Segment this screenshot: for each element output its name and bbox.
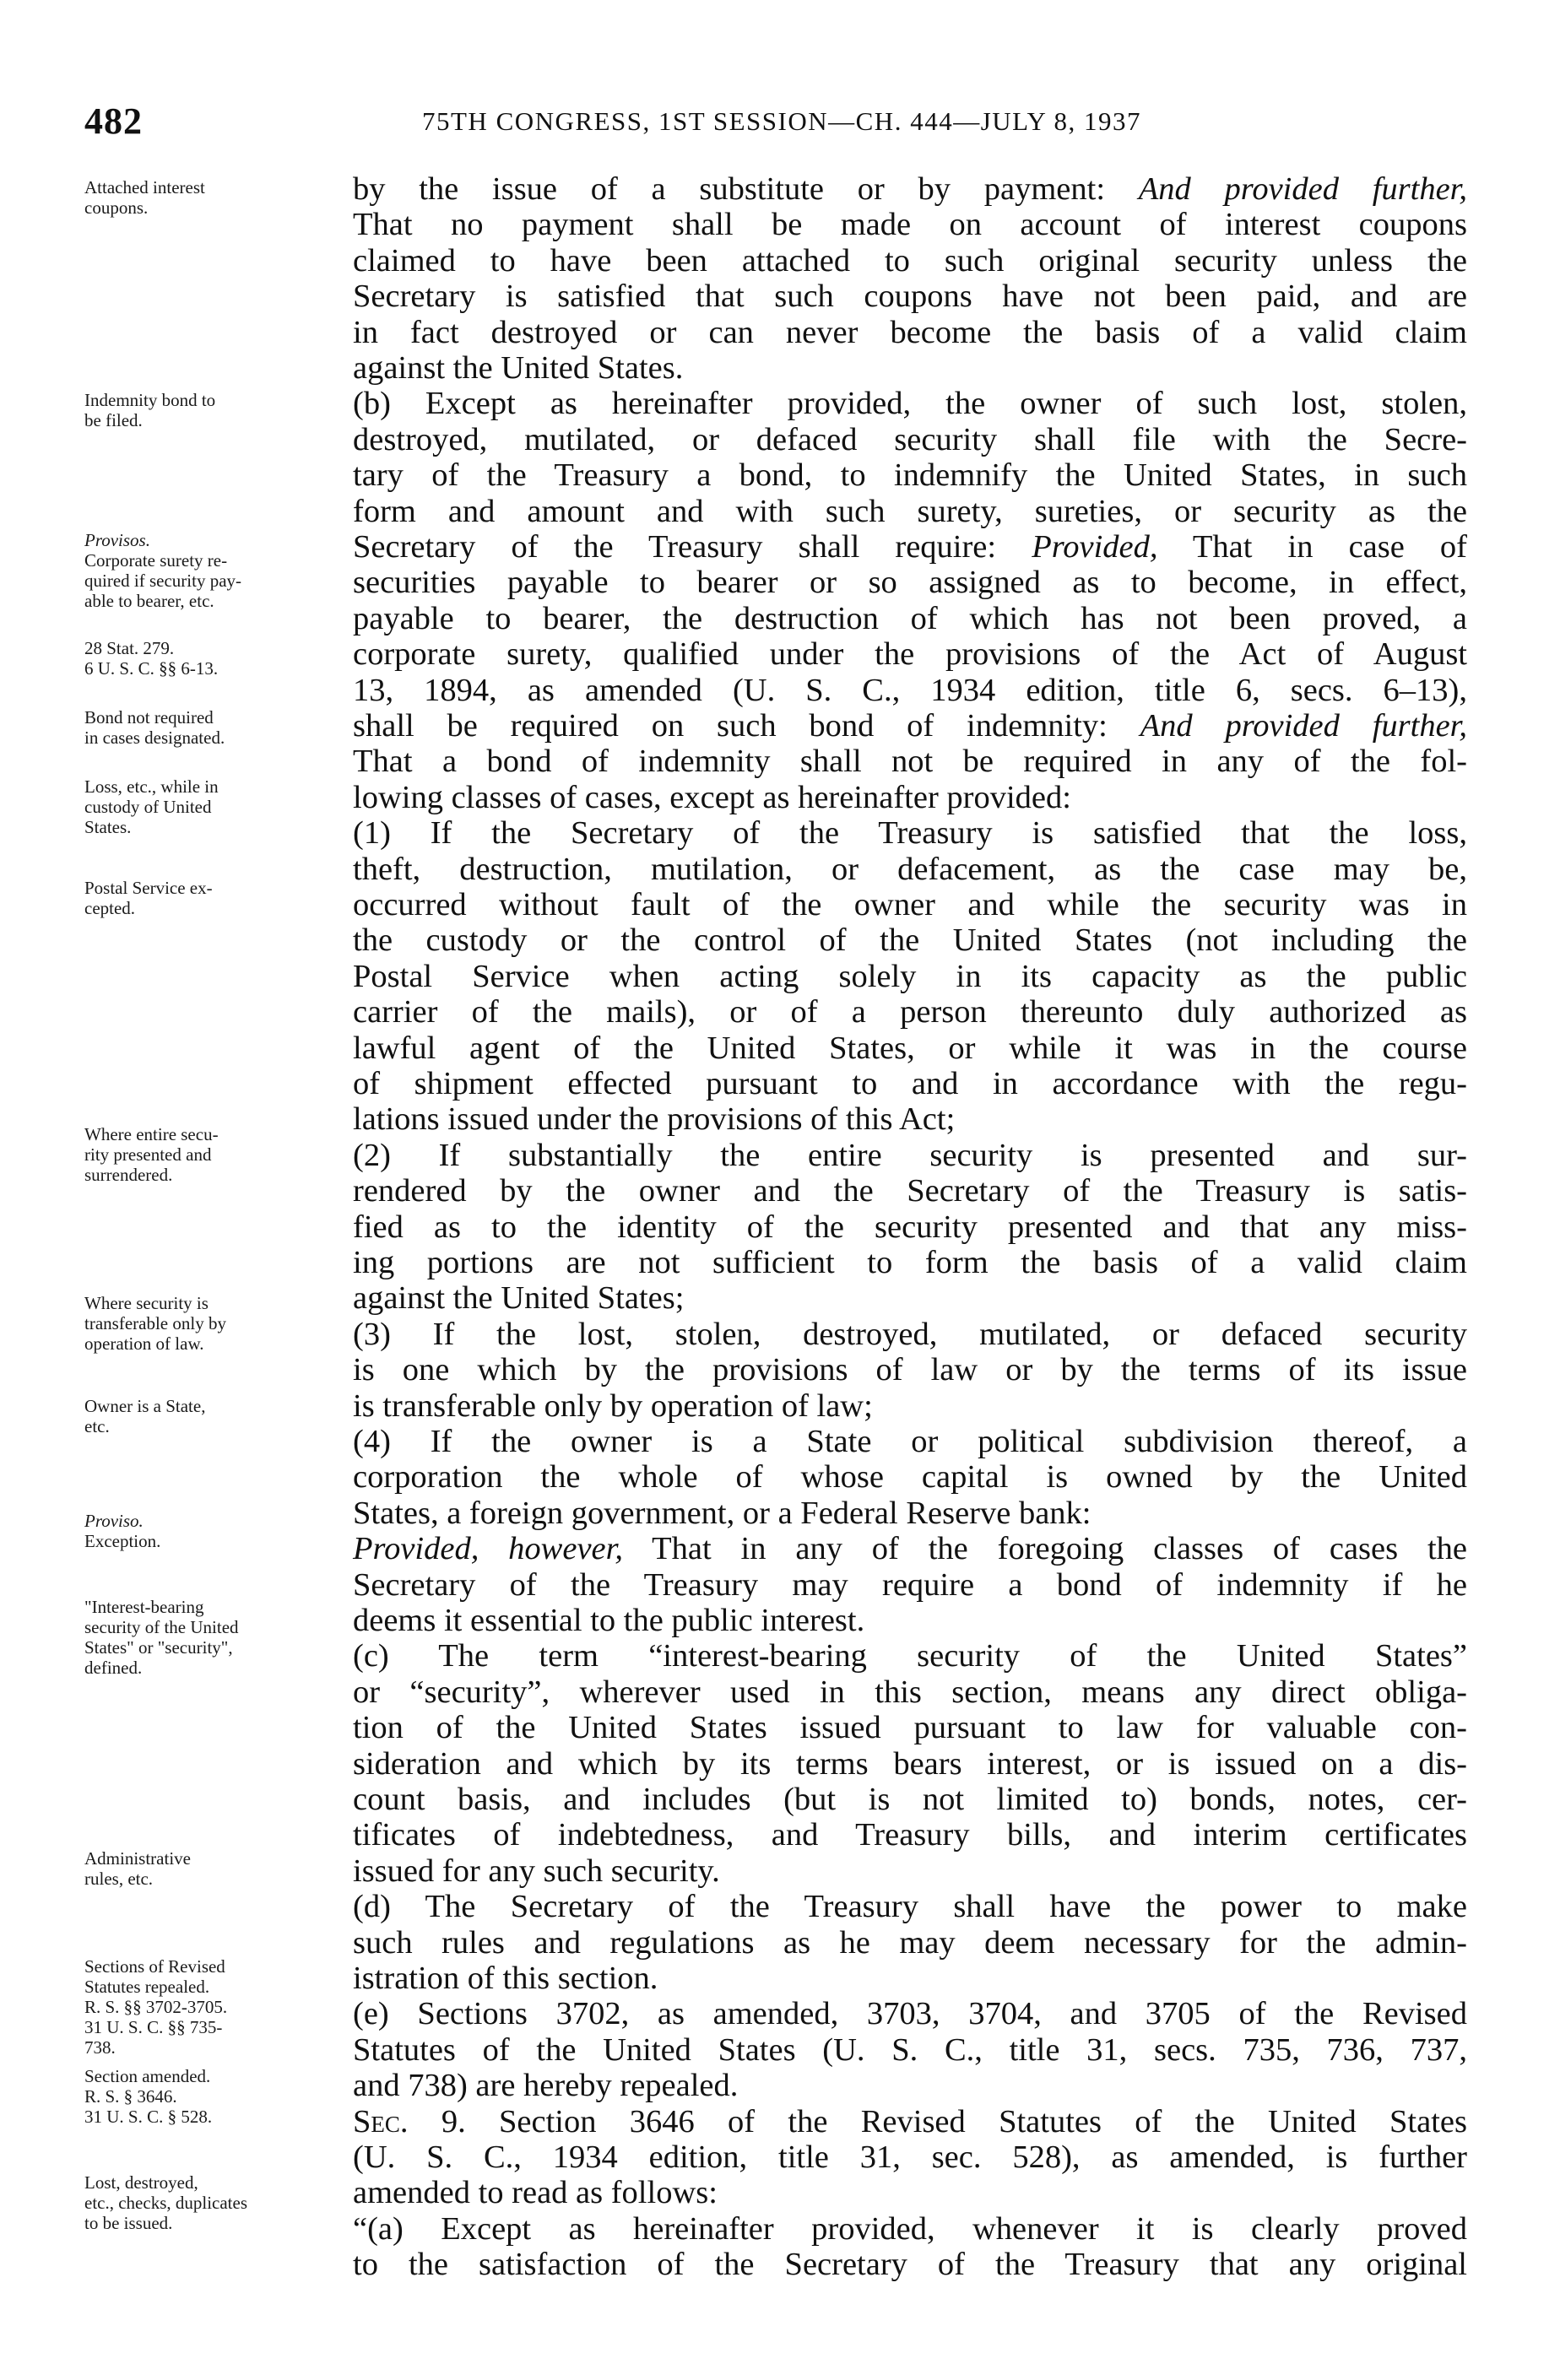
margin-note-line: Attached interest [84, 177, 205, 197]
text-run: claimed to have been attached to such original security unless the [353, 243, 1467, 279]
margin-note-line: Statutes repealed. [84, 1977, 210, 1997]
body-line [353, 1674, 1467, 1710]
margin-note-defined [84, 1597, 346, 1678]
margin-note-line: Proviso. [84, 1511, 144, 1531]
margin-note-repealed [84, 1956, 346, 2058]
text-run: corporation the whole of whose capital is owned by the United [353, 1459, 1467, 1495]
margin-note-line: coupons. [84, 197, 149, 218]
text-run: destroyed, mutilated, or defaced security shall file with the Secre- [353, 422, 1467, 457]
body-line [353, 1853, 1467, 1889]
margin-note-line: 31 U. S. C. § 528. [84, 2107, 213, 2127]
text-run: and 738) are hereby repealed. [353, 2068, 739, 2103]
margin-note-line: security of the United [84, 1617, 239, 1637]
body-line [353, 852, 1467, 887]
text-run: Secretary of the Treasury shall require: [353, 529, 1032, 565]
page-number: 482 [84, 100, 143, 142]
body-line [353, 2139, 1467, 2175]
body-line [353, 1638, 1467, 1674]
body-line [353, 673, 1467, 708]
text-run: ing portions are not sufficient to form the basis of a valid claim [353, 1245, 1467, 1280]
body-line [353, 1817, 1467, 1853]
body-line [353, 2247, 1467, 2282]
margin-note-line: Loss, etc., while in [84, 776, 219, 797]
body-line [353, 1496, 1467, 1531]
text-run: 13, 1894, as amended (U. S. C., 1934 edition, title 6, secs. 6–13), [353, 673, 1467, 708]
body-line [353, 2175, 1467, 2210]
body-line [353, 2068, 1467, 2103]
margin-note-bond-not [84, 707, 346, 748]
text-run: deems it essential to the public interest. [353, 1603, 865, 1638]
text-run: That no payment shall be made on account of interest coupons [353, 207, 1467, 242]
body-line [353, 422, 1467, 457]
margin-note-line: transferable only by [84, 1313, 226, 1333]
text-run: against the United States. [353, 350, 684, 386]
text-run: “(a) Except as hereinafter provided, whenever it is clearly proved [353, 2211, 1467, 2247]
margin-note-line: "Interest-bearing [84, 1597, 204, 1617]
body-line [353, 601, 1467, 636]
text-run: (1) If the Secretary of the Treasury is satisfied that the loss, [353, 815, 1467, 851]
margin-note-provisos [84, 530, 346, 611]
margin-note-line: Exception. [84, 1531, 161, 1551]
text-run: That in any of the foregoing classes of cases the [622, 1531, 1467, 1566]
body-line [353, 1209, 1467, 1245]
text-run: shall be required on such bond of indemnity: [353, 708, 1140, 744]
text-run: carrier of the mails), or of a person thereunto duly authorized as [353, 994, 1467, 1030]
margin-note-transferable [84, 1293, 346, 1354]
margin-note-line: be filed. [84, 410, 143, 430]
body-line [353, 243, 1467, 279]
margin-note-line: Lost, destroyed, [84, 2172, 198, 2193]
margin-note-line: States. [84, 817, 132, 837]
margin-note-admin [84, 1848, 346, 1889]
text-run: in fact destroyed or can never become the basis of a valid claim [353, 315, 1467, 350]
body-line [353, 744, 1467, 779]
body-line [353, 1925, 1467, 1961]
text-run: (c) The term “interest-bearing security of the United States” [353, 1638, 1467, 1674]
text-run: payable to bearer, the destruction of which has not been proved, a [353, 601, 1467, 636]
margin-note-line: 28 Stat. 279. [84, 638, 175, 658]
body-line [353, 1710, 1467, 1745]
body-line [353, 1138, 1467, 1173]
text-run: theft, destruction, mutilation, or defacement, as the case may be, [353, 852, 1467, 887]
margin-note-line: quired if security pay- [84, 571, 242, 591]
text-run: That a bond of indemnity shall not be required in any of the fol- [353, 744, 1467, 779]
text-run: by the issue of a substitute or by payment: [353, 171, 1139, 207]
margin-note-line: 738. [84, 2037, 116, 2058]
text-run: lawful agent of the United States, or while it was in the course [353, 1030, 1467, 1066]
body-line [353, 1531, 1467, 1566]
text-run: occurred without fault of the owner and while the security was in [353, 887, 1467, 922]
body-line [353, 279, 1467, 314]
body-line [353, 994, 1467, 1030]
text-run: istration of this section. [353, 1961, 658, 1996]
body-line [353, 2211, 1467, 2247]
margin-note-entire [84, 1124, 346, 1185]
text-run: lowing classes of cases, except as hereinafter provided: [353, 780, 1071, 815]
body-line [353, 1889, 1467, 1924]
margin-note-line: cepted. [84, 898, 136, 918]
text-run: corporate surety, qualified under the provisions of the Act of August [353, 636, 1467, 672]
body-line [353, 1782, 1467, 1817]
margin-note-line: Section amended. [84, 2066, 211, 2086]
text-run: the custody or the control of the United States (not including the [353, 922, 1467, 958]
body-line [353, 1388, 1467, 1424]
body-line [353, 959, 1467, 994]
body-line [353, 1603, 1467, 1638]
margin-note-line: Owner is a State, [84, 1396, 206, 1416]
text-run: tificates of indebtedness, and Treasury bills, and interim certificates [353, 1817, 1467, 1853]
margin-note-line: rity presented and [84, 1144, 212, 1165]
margin-note-line: able to bearer, etc. [84, 591, 214, 611]
margin-note-line: States" or "security", [84, 1637, 233, 1658]
italic-phrase: And provided further, [1138, 171, 1468, 207]
margin-note-lost [84, 2172, 346, 2233]
italic-phrase: And provided further, [1140, 708, 1467, 744]
text-run: is one which by the provisions of law or by the terms of its issue [353, 1352, 1467, 1387]
text-run: to the satisfaction of the Secretary of the Treasury that any original [353, 2247, 1467, 2282]
margin-note-line: etc. [84, 1416, 110, 1436]
text-run: or “security”, wherever used in this section, means any direct obliga- [353, 1674, 1467, 1710]
body-line [353, 350, 1467, 386]
text-run: Postal Service when acting solely in its capacity as the public [353, 959, 1467, 994]
margin-note-line: Where entire secu- [84, 1124, 219, 1144]
margin-note-line: R. S. § 3646. [84, 2086, 177, 2107]
text-run: States, a foreign government, or a Federal Reserve bank: [353, 1496, 1091, 1531]
body-line [353, 315, 1467, 350]
margin-note-line: to be issued. [84, 2213, 173, 2233]
text-run: form and amount and with such surety, sureties, or security as the [353, 494, 1467, 529]
text-run: tary of the Treasury a bond, to indemnify the United States, in such [353, 457, 1467, 493]
margin-note-line: Administrative [84, 1848, 191, 1869]
body-line [353, 207, 1467, 242]
body-line [353, 494, 1467, 529]
margin-note-line: rules, etc. [84, 1869, 154, 1889]
body-line [353, 171, 1467, 207]
margin-note-indemnity [84, 390, 346, 430]
text-run: Secretary is satisfied that such coupons have not been paid, and are [353, 279, 1467, 314]
margin-note-line: Corporate surety re- [84, 550, 228, 571]
text-run: fied as to the identity of the security presented and that any miss- [353, 1209, 1467, 1245]
text-run: amended to read as follows: [353, 2175, 718, 2210]
margin-note-postal [84, 878, 346, 918]
italic-phrase: Provided, however, [353, 1531, 623, 1566]
text-run: (d) The Secretary of the Treasury shall have the power to make [353, 1889, 1467, 1924]
body-line [353, 1101, 1467, 1137]
body-line [353, 1996, 1467, 2031]
margin-note-line: in cases designated. [84, 728, 225, 748]
text-run: (b) Except as hereinafter provided, the owner of such lost, stolen, [353, 386, 1467, 421]
text-run: is transferable only by operation of law; [353, 1388, 873, 1424]
text-run: rendered by the owner and the Secretary of the Treasury is satis- [353, 1173, 1467, 1209]
text-run: (2) If substantially the entire security is presented and sur- [353, 1138, 1467, 1173]
body-line [353, 1567, 1467, 1603]
text-run: lations issued under the provisions of this Act; [353, 1101, 956, 1137]
margin-note-stat [84, 638, 346, 679]
body-line [353, 386, 1467, 421]
margin-note-line: Where security is [84, 1293, 209, 1313]
text-run: (U. S. C., 1934 edition, title 31, sec. 528), as amended, is further [353, 2139, 1467, 2175]
body-line [353, 565, 1467, 600]
margin-note-line: Postal Service ex- [84, 878, 213, 898]
margin-note-line: surrendered. [84, 1165, 173, 1185]
margin-note-attached [84, 177, 346, 218]
text-run: Statutes of the United States (U. S. C., title 31, secs. 735, 736, 737, [353, 2032, 1467, 2068]
margin-note-line: 6 U. S. C. §§ 6-13. [84, 658, 219, 679]
margin-note-line: Indemnity bond to [84, 390, 216, 410]
body-line [353, 780, 1467, 815]
body-line [353, 1030, 1467, 1066]
margin-note-line: Provisos. [84, 530, 150, 550]
margin-note-line: R. S. §§ 3702-3705. [84, 1997, 228, 2017]
text-run: Secretary of the Treasury may require a bond of indemnity if he [353, 1567, 1467, 1603]
margin-note-line: defined. [84, 1658, 143, 1678]
text-run: Section 3646 of the Revised Statutes of the United States [465, 2104, 1467, 2139]
text-run: securities payable to bearer or so assigned as to become, in effect, [353, 565, 1467, 600]
body-line [353, 1280, 1467, 1316]
margin-note-owner [84, 1396, 346, 1436]
body-line [353, 1066, 1467, 1101]
body-line [353, 1424, 1467, 1459]
section-label: Sec. 9. [353, 2104, 466, 2139]
text-run: (3) If the lost, stolen, destroyed, mutilated, or defaced security [353, 1317, 1467, 1352]
body-line [353, 1245, 1467, 1280]
text-run: such rules and regulations as he may deem necessary for the admin- [353, 1925, 1467, 1961]
margin-note-line: Sections of Revised [84, 1956, 225, 1977]
body-line [353, 1173, 1467, 1209]
body-line [353, 636, 1467, 672]
body-line [353, 457, 1467, 493]
body-line [353, 1317, 1467, 1352]
body-line [353, 1961, 1467, 1996]
body-line [353, 1459, 1467, 1495]
text-run: count basis, and includes (but is not limited to) bonds, notes, cer- [353, 1782, 1467, 1817]
body-line [353, 2104, 1467, 2139]
margin-note-amended [84, 2066, 346, 2127]
text-run: against the United States; [353, 1280, 685, 1316]
margin-note-loss [84, 776, 346, 837]
body-line [353, 1746, 1467, 1782]
running-head: 75TH CONGRESS, 1ST SESSION—CH. 444—JULY 8, 1937 [422, 106, 1141, 136]
margin-note-proviso [84, 1511, 346, 1551]
margin-note-line: custody of United [84, 797, 212, 817]
body-line [353, 529, 1467, 565]
margin-note-line: operation of law. [84, 1333, 204, 1354]
margin-note-line: Bond not required [84, 707, 214, 728]
text-run: (4) If the owner is a State or political subdivision thereof, a [353, 1424, 1467, 1459]
body-line [353, 887, 1467, 922]
body-line [353, 2032, 1467, 2068]
margin-note-line: etc., checks, duplicates [84, 2193, 247, 2213]
text-run: sideration and which by its terms bears interest, or is issued on a dis- [353, 1746, 1467, 1782]
body-line [353, 708, 1467, 744]
text-run: (e) Sections 3702, as amended, 3703, 3704, and 3705 of the Revised [353, 1996, 1467, 2031]
text-run: issued for any such security. [353, 1853, 720, 1889]
body-line [353, 1352, 1467, 1387]
body-line [353, 922, 1467, 958]
page-header [84, 100, 1469, 150]
text-run: That in case of [1157, 529, 1467, 565]
text-run: tion of the United States issued pursuant to law for valuable con- [353, 1710, 1467, 1745]
body-line [353, 815, 1467, 851]
text-run: of shipment effected pursuant to and in accordance with the regu- [353, 1066, 1467, 1101]
italic-phrase: Provided, [1032, 529, 1158, 565]
margin-note-line: 31 U. S. C. §§ 735- [84, 2017, 223, 2037]
